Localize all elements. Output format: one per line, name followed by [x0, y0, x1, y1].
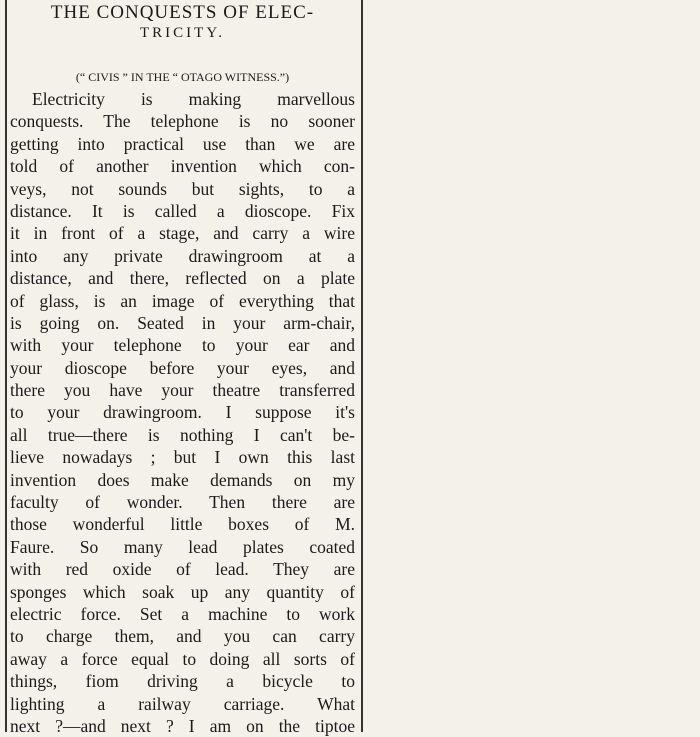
text-line: all true—there is nothing I can't be-	[10, 424, 355, 445]
text-line: told of another invention which con-	[10, 156, 355, 177]
column-divider-rule	[361, 0, 363, 732]
text-line: away a force equal to doing all sorts of	[10, 648, 355, 669]
text-line: with red oxide of lead. They are	[10, 559, 355, 580]
title-line-1: THE CONQUESTS OF ELEC-	[50, 2, 315, 23]
text-line: to charge them, and you can carry	[10, 626, 355, 647]
text-line: things, fiom driving a bicycle to	[10, 671, 355, 692]
text-line: Faure. So many lead plates coated	[10, 536, 355, 557]
text-line: of glass, is an image of everything that	[10, 290, 355, 311]
text-line: is going on. Seated in your arm-chair,	[10, 312, 355, 333]
left-border-rule	[5, 0, 7, 732]
text-line: next ?—and next ? I am on the tiptoe	[10, 715, 355, 736]
text-line: distance. It is called a dioscope. Fix	[10, 200, 355, 221]
text-line: it in front of a stage, and carry a wire	[10, 223, 355, 244]
text-line: with your telephone to your ear and	[10, 335, 355, 356]
text-line: invention does make demands on my	[10, 469, 355, 490]
text-line: there you have your theatre transferred	[10, 380, 355, 401]
title-line-2: TRICITY.	[140, 25, 225, 41]
text-line: electric force. Set a machine to work	[10, 603, 355, 624]
text-line: sponges which soak up any quantity of	[10, 581, 355, 602]
text-line: distance, and there, reflected on a plate	[10, 268, 355, 289]
text-line: conquests. The telephone is no sooner	[10, 111, 355, 132]
text-line: those wonderful little boxes of M.	[10, 514, 355, 535]
text-line: Electricity is making marvellous	[32, 89, 355, 109]
text-line: lighting a railway carriage. What	[10, 693, 355, 714]
text-line: into any private drawingroom at a	[10, 245, 355, 266]
text-line: your dioscope before your eyes, and	[10, 357, 355, 378]
text-line: lieve nowadays ; but I own this last	[10, 447, 355, 468]
text-line: to your drawingroom. I suppose it's	[10, 402, 355, 423]
text-line: veys, not sounds but sights, to a	[10, 178, 355, 199]
left-column-body	[10, 88, 355, 737]
text-line: getting into practical use than we are	[10, 133, 355, 154]
text-line: faculty of wonder. Then there are	[10, 492, 355, 513]
left-column	[10, 0, 355, 736]
article-title	[10, 3, 355, 47]
article-byline: (“ CIVIS ” IN THE “ OTAGO WITNESS.”)	[75, 70, 290, 84]
